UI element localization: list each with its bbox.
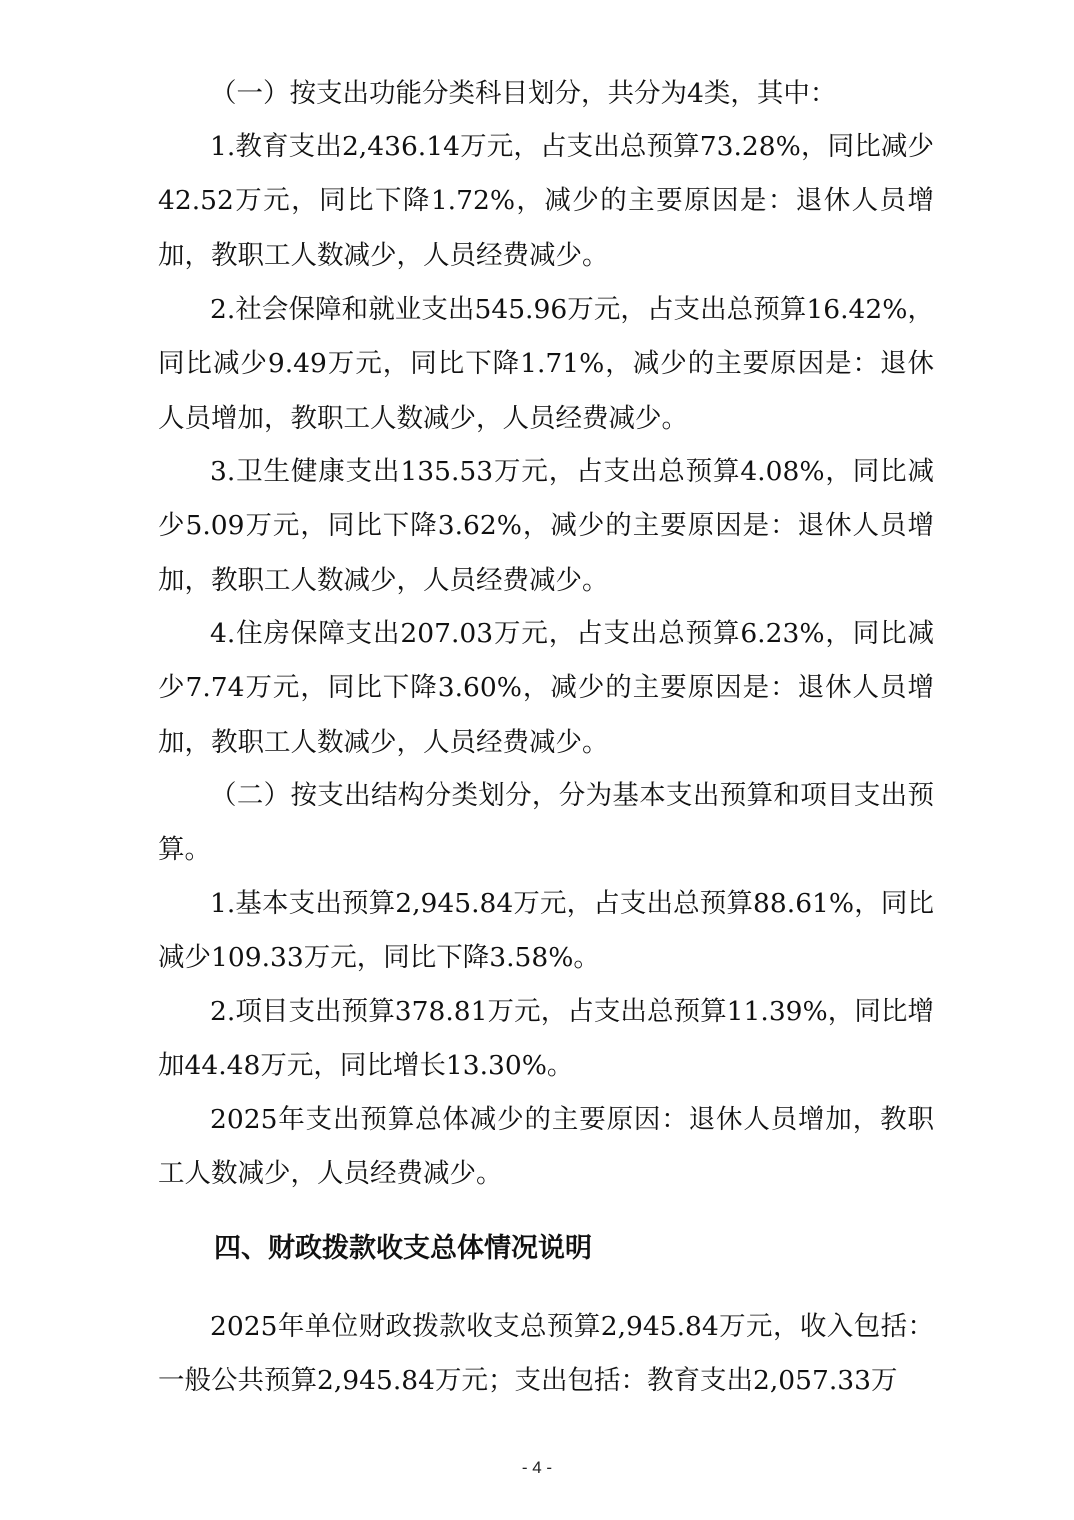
paragraph-health-expenditure: 3.卫生健康支出135.53万元，占支出总预算4.08%，同比减少5.09万元，同比下降3.62%，减少的主要原因是：退休人员增加，教职工人数减少，人员经费减少。 <box>158 456 934 596</box>
paragraph-housing-expenditure: 4.住房保障支出207.03万元，占支出总预算6.23%，同比减少7.74万元，同比下降3.60%，减少的主要原因是：退休人员增加，教职工人数减少，人员经费减少。 <box>158 618 934 758</box>
section-heading: 四、财政拨款收支总体情况说明 <box>214 1233 592 1264</box>
paragraph-education-expenditure: 1.教育支出2,436.14万元，占支出总预算73.28%，同比减少42.52万元，同比下降1.72%，减少的主要原因是：退休人员增加，教职工人数减少，人员经费减少。 <box>158 131 934 271</box>
paragraph-overall-decrease-reason: 2025年支出预算总体减少的主要原因：退休人员增加，教职工人数减少，人员经费减少。 <box>158 1104 934 1190</box>
paragraph-function-classification-intro: （一）按支出功能分类科目划分，共分为4类，其中： <box>210 78 837 109</box>
paragraph-structure-classification-intro: （二）按支出结构分类划分，分为基本支出预算和项目支出预算。 <box>158 780 934 866</box>
page-number: - 4 - <box>521 1458 553 1477</box>
paragraph-social-security-expenditure: 2.社会保障和就业支出545.96万元，占支出总预算16.42%，同比减少9.49万元，同比下降1.71%，减少的主要原因是：退休人员增加，教职工人数减少，人员经费减少。 <box>158 294 934 434</box>
paragraph-basic-expenditure: 1.基本支出预算2,945.84万元，占支出总预算88.61%，同比减少109.33万元，同比下降3.58%。 <box>158 888 934 974</box>
paragraph-project-expenditure: 2.项目支出预算378.81万元，占支出总预算11.39%，同比增加44.48万元，同比增长13.30%。 <box>158 996 934 1082</box>
paragraph-fiscal-allocation-summary: 2025年单位财政拨款收支总预算2,945.84万元，收入包括：一般公共预算2,945.84万元；支出包括：教育支出2,057.33万 <box>158 1311 934 1397</box>
